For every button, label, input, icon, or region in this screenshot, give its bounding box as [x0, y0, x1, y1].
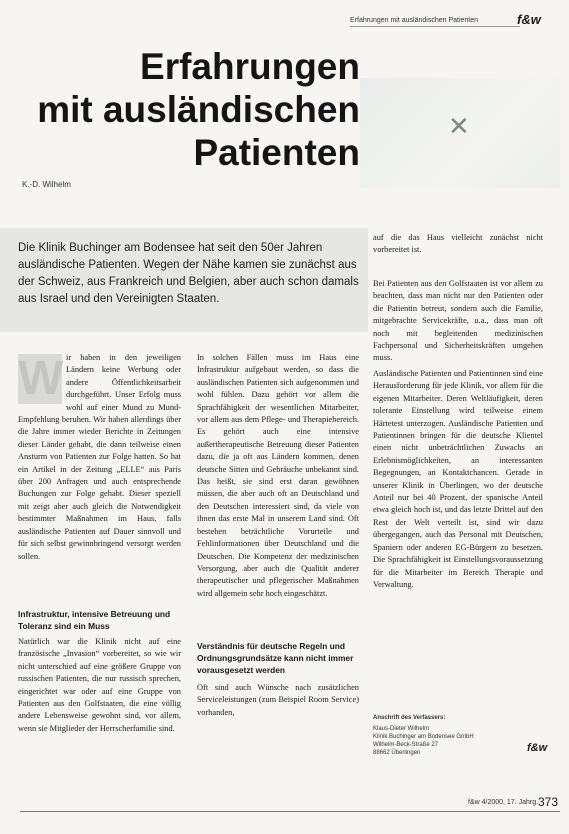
- subheading-2: Verständnis für deutsche Regeln und Ordnungsgrundsätze kann nicht immer vorausgesetzt werden: [197, 641, 354, 675]
- brand-logo-small: f&w: [527, 742, 548, 754]
- page-number: 373: [538, 795, 559, 809]
- column-2: [197, 352, 359, 600]
- address-line: Klinik Buchinger am Bodensee GmbH: [373, 734, 474, 740]
- column-3c-text: Ausländische Patienten und Patientinnen sind eine Herausforderung für jede Klinik, vor allem für die eigenen Mitarbeiter. Deren Weltläufigkeit, deren tolerante Einstellung wird teilweise einem Härtetest unterzogen. Ausländische Patienten und Patientinnen bringen für die deutsche Klientel einen nicht unbeträchtlichen Zuwachs an Erlebnismöglichkeiten, an interessanten Begegnungen, an Kontaktchancen. Gerade in unserer Klinik in Überlingen, wo der deutsche Anteil nur bei 40 Prozent, der spanische Anteil etwa gleich hoch ist, und das letzte Drittel auf den Rest der Welt verteilt ist, sind wir dazu übergegangen, auch das Personal mit Deutschen, Spaniern oder anderen EG-Bürgern zu besetzen. Die Sprachfähigkeit ist Einstellungsvoraussetzung für die Mitarbeiter im Bereich Therapie und Verwaltung.: [373, 369, 543, 589]
- title-line-2: mit ausländischen: [37, 89, 360, 130]
- column-1-text: ir haben in den jeweiligen Ländern keine Werbung oder andere Öffentlichkeitsarbeit durchgeführt. Unser Erfolg muss wohl auf einer Mund zu Mund-Empfehlung beruhen. Wir haben allerdings über die Jahre immer wieder Berichte in Zeitungen dieser Länder gehabt, die dann teilweise einen Ansturm von Patienten zur Folge hatten. So hat ein Artikel in der Zeitung „ELLE“ aus Paris über 200 Anfragen und auch entsprechende Buchungen zur Folge gehabt. Dieser speziell mit zeigt aber auch gleich die Notwendigkeit bestimmter Maßnahmen im Haus, falls ausländische Patienten auf Dauer sinnvoll und für sich selbst gewinnbringend versorgt werden sollen.: [18, 353, 181, 561]
- column-1: [18, 352, 181, 563]
- issue-info: f&w 4/2000, 17. Jahrg.: [468, 799, 539, 806]
- author-address: [373, 714, 513, 757]
- author-byline: K.-D. Wilhelm: [22, 180, 71, 189]
- footer-rule: [20, 811, 560, 812]
- column-3b: [373, 278, 543, 365]
- drop-cap: W: [18, 352, 64, 405]
- decorative-mark-icon: ✕: [448, 112, 470, 142]
- address-line: 88662 Überlingen: [373, 750, 421, 756]
- brand-logo: f&w: [517, 12, 541, 27]
- column-2b-text: Oft sind auch Wünsche nach zusätzlichen Serviceleistungen (zum Beispiel Room Service) vorhanden,: [197, 683, 359, 717]
- title-line-1: Erfahrungen: [140, 46, 360, 87]
- address-line: Wilhelm-Beck-Straße 27: [373, 742, 439, 748]
- column-1b: [18, 636, 181, 735]
- running-title: Erfahrungen mit ausländischen Patienten: [350, 17, 479, 24]
- subheading-1: Infrastruktur, intensive Betreuung und Toleranz sind ein Muss: [18, 609, 171, 631]
- column-2-text: In solchen Fällen muss im Haus eine Infrastruktur aufgebaut werden, so dass die ausländischen Patienten sich aufgenommen und wohl fühlen. Dazu gehört vor allem die Sprachfähigkeit der wesentlichen Mitarbeiter, vor allem aus dem Pflege- und Therapiebereich. Es gehört auch eine intensive außertherapeutische Betreuung dieser Patienten dazu, die ja oft aus Ländern kommen, denen deutsche Sitten und Gebräuche unbekannt sind. Das heißt, sie sind erst daran gewöhnen müssen, die aber auch oft an Deutschland und den Deutschen interessiert sind, da viele von ihnen das erste Mal in unserem Land sind. Oft bestehen beträchtliche Vorurteile und Fehlinformationen über Deutschland und die Deutschen. Die Kompetenz der medizinischen Versorgung, aber auch die Qualität anderer therapeutischer und pflegerischer Maßnahmen wird allgemein sehr hoch eingeschätzt.: [197, 353, 359, 598]
- column-3a: [373, 232, 543, 257]
- article-title: [20, 45, 360, 174]
- address-label: Anschrift des Verfassers:: [373, 715, 446, 721]
- column-3a-text: auf die das Haus vielleicht zunächst nicht vorbereitet ist.: [373, 233, 543, 255]
- address-line: Klaus-Dieter Wilhelm: [373, 726, 430, 732]
- column-3b-text: Bei Patienten aus den Golfstaaten ist vor allem zu beachten, dass man nicht nur den Patienten oder die Patientin betreut, sondern auch die Familie, mitgebrachte Servicekräfte, u.a., dass man oft noch mit begleitenden medizinischen Fachpersonal und Sicherheitskräften umgehen muss.: [373, 279, 543, 363]
- column-2b: [197, 682, 359, 719]
- column-3c: [373, 368, 543, 591]
- title-line-3: Patienten: [193, 132, 360, 173]
- header-rule: [350, 26, 520, 27]
- intro-text: Die Klinik Buchinger am Bodensee hat seit den 50er Jahren ausländische Patienten. Wegen der Nähe kamen sie zunächst aus der Schweiz, aus Frankreich und Belgien, aber auch schon damals aus Israel und den Vereinigten Staaten.: [18, 242, 359, 305]
- column-1b-text: Natürlich war die Klinik nicht auf eine französische „Invasion“ vorbereitet, so wie wir nicht unterschied auf eine größere Gruppe von russischen Patienten, die nur russisch sprechen, eingerichtet war oder auf eine Gruppe von Patienten aus den Golfstaaten, die eine völlig andere Lebensweise gewohnt sind, vor allem, wenn sie Mitglieder der Herrscherfamilie sind.: [18, 637, 181, 733]
